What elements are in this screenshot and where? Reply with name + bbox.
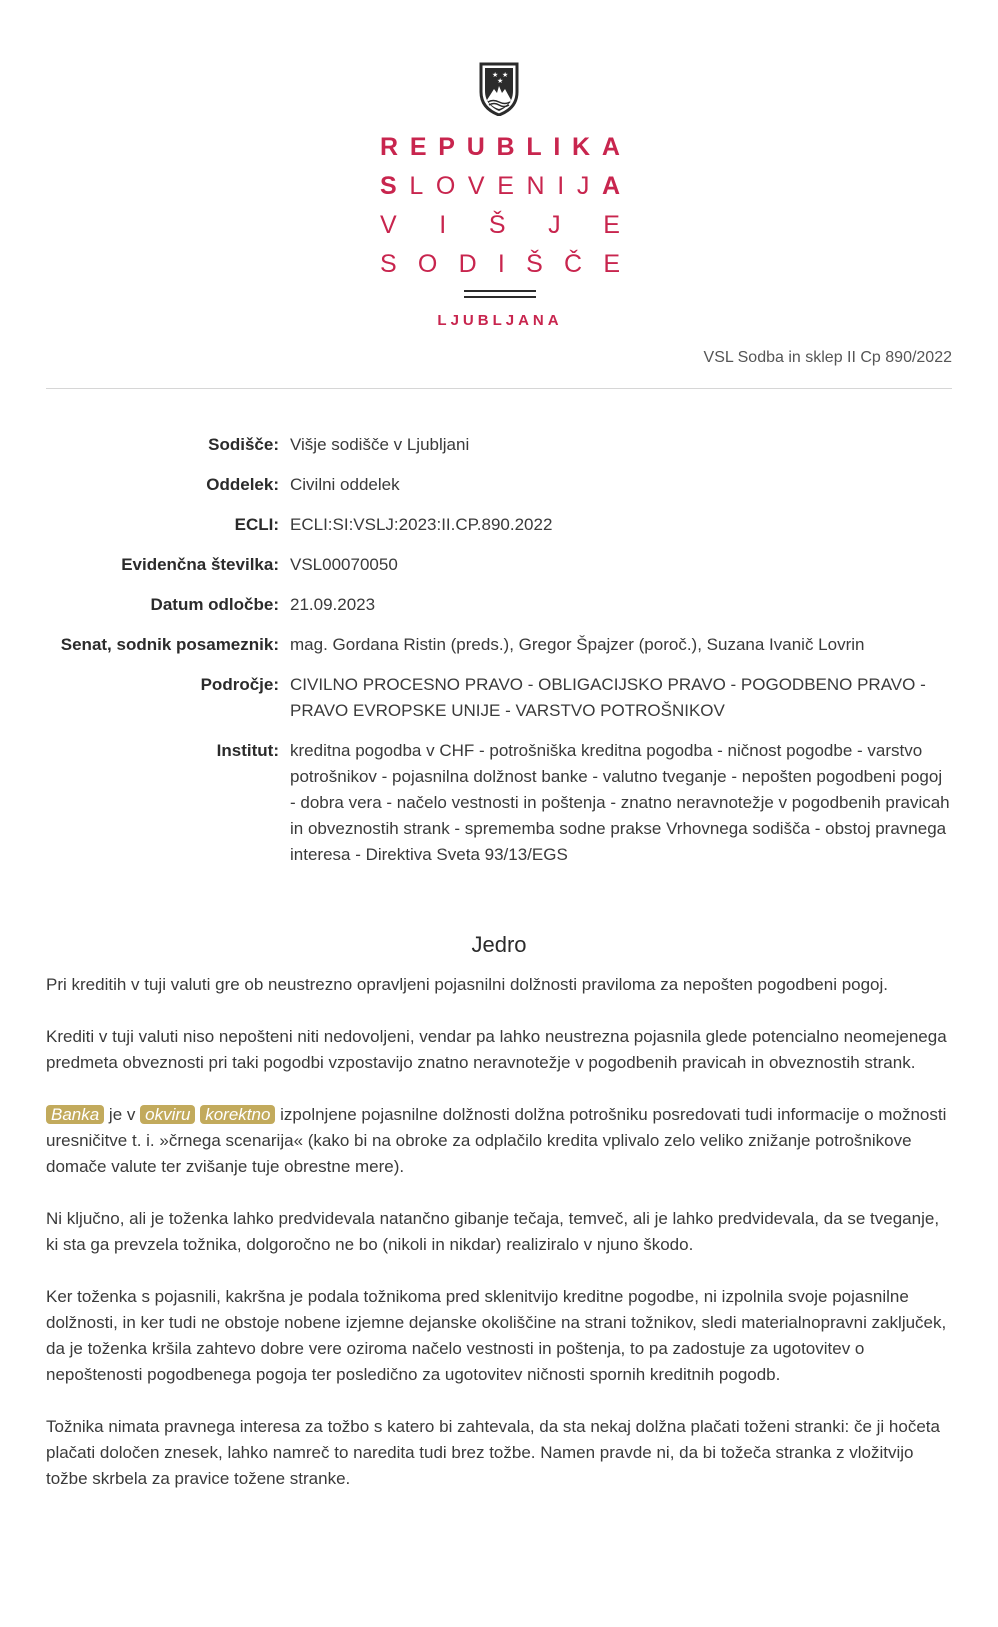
- letter: E: [603, 211, 620, 239]
- meta-label: Oddelek:: [206, 475, 279, 494]
- court-wordmark: [380, 128, 620, 284]
- letter: Š: [488, 211, 506, 239]
- court-line-sodisce: [380, 245, 620, 284]
- court-line-slovenija: [380, 167, 620, 206]
- paragraph: Ni ključno, ali je toženka lahko predvidevala natančno gibanje tečaja, temveč, ali je lahko predvidevala, da se tveganje, ki sta ga prevzela tožnika, dolgoročno ne bo (nikoli in nikdar) realiziralo v njuno škodo.: [46, 1209, 940, 1254]
- letter: E: [497, 172, 514, 200]
- meta-row-evidencna-stevilka: [46, 552, 952, 578]
- letter: J: [548, 211, 561, 239]
- jedro-body: [46, 972, 952, 1518]
- letter: E: [603, 250, 620, 278]
- svg-text:★: ★: [492, 71, 499, 79]
- text-run: je v: [104, 1105, 141, 1124]
- svg-text:★: ★: [497, 77, 504, 85]
- meta-label: Institut:: [216, 741, 279, 760]
- letter: A: [601, 172, 620, 200]
- meta-value: CIVILNO PROCESNO PRAVO - OBLIGACIJSKO PRAVO - POGODBENO PRAVO - PRAVO EVROPSKE UNIJE - VARSTVO POTROŠNIKOV: [290, 675, 926, 720]
- letter: O: [435, 172, 456, 200]
- letter: U: [466, 133, 485, 161]
- meta-row-oddelek: [46, 472, 952, 498]
- search-highlight: korektno: [200, 1105, 275, 1124]
- paragraph: Krediti v tuji valuti niso nepošteni niti nedovoljeni, vendar pa lahko neustrezna pojasnila glede potencialno neomejenega predmeta obveznosti pri taki pogodbi vzpostavijo znatno neravnotežje v pogodbenih pravicah in obveznostih strank.: [46, 1027, 947, 1072]
- meta-value: ECLI:SI:VSLJ:2023:II.CP.890.2022: [290, 515, 553, 534]
- meta-label: Področje:: [200, 675, 279, 694]
- meta-label: Senat, sodnik posameznik:: [60, 635, 279, 654]
- letter: I: [553, 133, 561, 161]
- text-run: izpolnjene pojasnilne dolžnosti dolžna potrošniku posredovati tudi informacije o možnosti uresničitve t. i. »črnega scenarija« (kako bi na obroke za odplačilo kredita vplivalo zelo veliko znižanje potrošnikove domače valute ter zvišanje tuje obrestne mere).: [46, 1105, 947, 1176]
- court-line-visje: [380, 206, 620, 245]
- letter: K: [572, 133, 591, 161]
- court-logo: [0, 62, 998, 116]
- meta-label: Datum odločbe:: [150, 595, 279, 614]
- paragraph: Tožnika nimata pravnega interesa za tožbo s katero bi zahtevala, da sta nekaj dolžna plačati toženi stranki: če ji hočeta plačati določen znesek, lahko namreč to naredita tudi brez tožbe. Namen pravde ni, da bi tožeča stranka z vložitvijo tožbe skrbela za pravice tožene stranke.: [46, 1417, 940, 1488]
- letter: S: [380, 250, 397, 278]
- letter: B: [496, 133, 515, 161]
- meta-value: Višje sodišče v Ljubljani: [290, 435, 470, 454]
- meta-row-senat: [46, 632, 952, 658]
- meta-row-sodisce: [46, 432, 952, 458]
- court-line-republika: [380, 128, 620, 167]
- search-highlight: Banka: [46, 1105, 104, 1124]
- letter: I: [497, 250, 505, 278]
- slovenia-coat-of-arms-icon: [479, 62, 519, 116]
- meta-row-datum-odlocbe: [46, 592, 952, 618]
- section-title-jedro: Jedro: [471, 932, 527, 957]
- header-divider: [46, 388, 952, 389]
- meta-value: mag. Gordana Ristin (preds.), Gregor Špajzer (poroč.), Suzana Ivanič Lovrin: [290, 635, 865, 654]
- letter: A: [601, 133, 620, 161]
- letter: L: [409, 172, 424, 200]
- meta-row-ecli: [46, 512, 952, 538]
- paragraph: Ker toženka s pojasnili, kakršna je podala tožnikoma pred sklenitvijo kreditne pogodbe, ni izpolnila svoje pojasnilne dolžnosti, in ker tudi ne obstoje nobene izjemne dejanske okoliščine na strani tožnikov, sledi materialnopravni zaključek, da je toženka kršila zahtevo dobre vere oziroma načelo vestnosti in poštenja, to pa zadostuje za ugotovitev o nepoštenosti pogodbenega pogoja ter posledično za ugotovitev ničnosti spornih kreditnih pogodb.: [46, 1287, 947, 1384]
- meta-label: ECLI:: [234, 515, 279, 534]
- meta-value: 21.09.2023: [290, 595, 376, 614]
- court-city: LJUBLJANA: [437, 312, 563, 329]
- letter: V: [380, 211, 397, 239]
- meta-value: Civilni oddelek: [290, 475, 400, 494]
- logo-divider: [464, 290, 536, 298]
- letter: Š: [526, 250, 543, 278]
- meta-value: VSL00070050: [290, 555, 398, 574]
- letter: D: [458, 250, 477, 278]
- metadata-table: [46, 432, 952, 882]
- search-highlight: okviru: [140, 1105, 195, 1124]
- letter: P: [438, 133, 455, 161]
- letter: L: [526, 133, 542, 161]
- meta-value: kreditna pogodba v CHF - potrošniška kreditna pogodba - ničnost pogodbe - varstvo potrošnikov - pojasnilna dolžnost banke - valutno tveganje - nepošten pogodbeni pogoj - dobra vera - načelo vestnosti in poštenja - znatno neravnotežje v pogodbenih pravicah in obveznostih strank - sprememba sodne prakse Vrhovnega sodišča - obstoj pravnega interesa - Direktiva Sveta 93/13/EGS: [290, 741, 950, 864]
- paragraph-highlighted: [46, 1102, 952, 1180]
- meta-row-podrocje: [46, 672, 952, 724]
- meta-label: Evidenčna številka:: [121, 555, 279, 574]
- meta-row-institut: [46, 738, 952, 868]
- meta-label: Sodišče:: [208, 435, 279, 454]
- letter: I: [557, 172, 565, 200]
- letter: S: [380, 172, 397, 200]
- letter: N: [526, 172, 545, 200]
- document-reference: VSL Sodba in sklep II Cp 890/2022: [703, 349, 952, 366]
- letter: O: [417, 250, 438, 278]
- letter: I: [439, 211, 447, 239]
- paragraph: Pri kreditih v tuji valuti gre ob neustrezno opravljeni pojasnilni dolžnosti praviloma za nepošten pogodbeni pogoj.: [46, 975, 889, 994]
- letter: V: [467, 172, 485, 200]
- svg-text:★: ★: [502, 71, 509, 79]
- letter: E: [409, 133, 427, 161]
- letter: R: [380, 133, 399, 161]
- letter: Č: [564, 250, 583, 278]
- letter: J: [576, 172, 590, 200]
